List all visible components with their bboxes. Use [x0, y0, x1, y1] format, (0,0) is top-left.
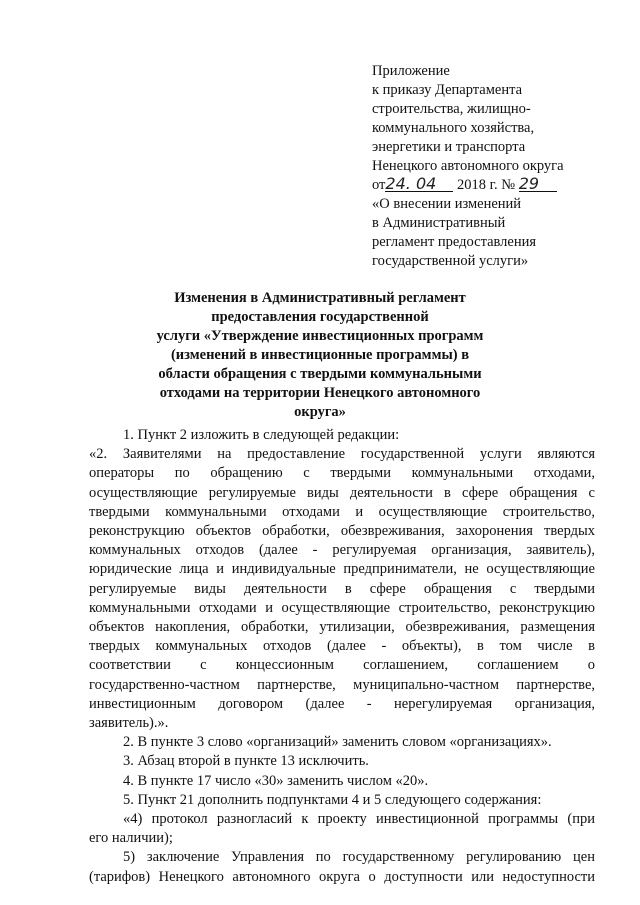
text-line: реконструкцию объектов обработки, обезвреживания, захоронения твердых: [89, 523, 595, 540]
text-line: юридические лица и индивидуальные предприниматели, не осуществляющие: [89, 561, 595, 578]
text-line: 5) заключение Управления по государственному регулированию цен: [123, 849, 595, 866]
title-line: отходами на территории Ненецкого автономного: [159, 385, 481, 401]
date-prefix: от: [372, 177, 386, 193]
text-line: (тарифов) Ненецкого автономного округа о доступности или недоступности: [89, 868, 595, 885]
subject-line: регламент предоставления: [372, 234, 537, 250]
text-line: объектов накопления, обработки, утилизации, обезвреживания, размещения: [89, 619, 595, 636]
document-body: [89, 426, 595, 887]
text-line: «4) протокол разногласий к проекту инвестиционной программы (при: [123, 811, 595, 828]
text-line: осуществляющие регулируемые виды деятельности в сфере обращения с: [89, 484, 595, 501]
title-line: услуги «Утверждение инвестиционных программ: [156, 328, 484, 344]
appendix-line: строительства, жилищно-: [372, 101, 531, 117]
title-line: предоставления государственной: [211, 309, 429, 325]
text-line: инвестиционным договором (далее - нерегулируемая организация,: [89, 695, 595, 712]
text-line: регулируемые виды деятельности в сфере обращения с твердыми: [89, 580, 595, 597]
subject-line: «О внесении изменений: [372, 196, 522, 212]
text-line: твердыми коммунальными отходами и осуществляющие строительство,: [89, 503, 595, 520]
handwritten-date: 24. 04: [385, 176, 453, 192]
item-2: 2. В пункте 3 слово «организаций» заменить словом «организациях».: [123, 734, 552, 751]
item-3: 3. Абзац второй в пункте 13 исключить.: [123, 753, 369, 770]
item-5: 5. Пункт 21 дополнить подпунктами 4 и 5 следующего содержания:: [123, 791, 542, 808]
subitem-5: [89, 848, 595, 886]
text-line: соответствии с концессионным соглашением, соглашением о: [89, 657, 595, 674]
text-line: твердых коммунальных отходов (далее - объекты), в том числе в: [89, 638, 595, 655]
item-4: 4. В пункте 17 число «30» заменить числом «20».: [123, 772, 429, 789]
appendix-line: коммунального хозяйства,: [372, 120, 535, 136]
subitem-4: [89, 810, 595, 848]
order-date-line: [372, 176, 622, 195]
text-line: заявитель).».: [89, 715, 169, 732]
text-line: «2. Заявителями на предоставление государственной услуги являются: [89, 446, 595, 463]
title-line: Изменения в Административный регламент: [174, 290, 466, 306]
text-line: его наличии);: [89, 830, 173, 847]
subject-line: государственной услуги»: [372, 253, 529, 269]
text-line: коммунальными отходами и осуществляющие строительство, реконструкцию: [89, 599, 595, 616]
subject-line: в Административный: [372, 215, 506, 231]
appendix-line: энергетики и транспорта: [372, 139, 526, 155]
year-text: 2018 г. №: [453, 177, 516, 193]
text-line: операторы по обращению с твердыми коммунальными отходами,: [89, 465, 595, 482]
text-line: коммунальных отходов (далее - регулируемая организация, заявитель),: [89, 542, 595, 559]
title-line: округа»: [294, 404, 346, 420]
title-line: области обращения с твердыми коммунальными: [158, 366, 482, 382]
appendix-line: Ненецкого автономного округа: [372, 158, 564, 174]
item-1-text: [89, 445, 595, 733]
title-line: (изменений в инвестиционные программы) в: [170, 347, 470, 363]
appendix-line: Приложение: [372, 63, 450, 79]
text-line: государственно-частном партнерстве, муниципально-частном партнерстве,: [89, 676, 595, 693]
handwritten-number: 29: [519, 176, 557, 192]
document-title: [120, 289, 520, 422]
appendix-line: к приказу Департамента: [372, 82, 523, 98]
appendix-block: [372, 62, 622, 271]
item-1: 1. Пункт 2 изложить в следующей редакции:: [123, 427, 400, 443]
